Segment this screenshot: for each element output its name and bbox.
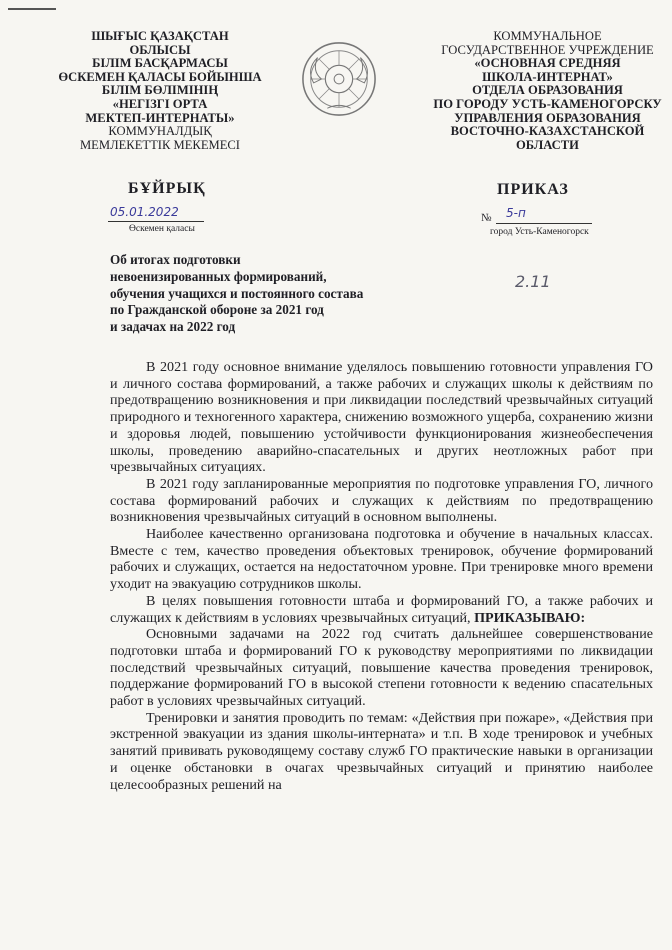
header-ru-line: ПО ГОРОДУ УСТЬ-КАМЕНОГОРСКУ	[433, 96, 662, 111]
order-number-handwritten: 5-п	[506, 206, 526, 220]
header-ru-line: КОММУНАЛЬНОЕ	[493, 29, 602, 43]
header-kz-line: БІЛІМ БАСҚАРМАСЫ	[92, 56, 228, 71]
header-kz-line: МЕМЛЕКЕТТІК МЕКЕМЕСІ	[79, 137, 240, 152]
header-kz-line: МЕКТЕП-ИНТЕРНАТЫ»	[85, 110, 235, 125]
header-ru-line: ОБЛАСТИ	[516, 137, 579, 152]
body-paragraph: Тренировки и занятия проводить по темам: «Действия при пожаре», «Действия при экстренной эвакуации из здания школы-интерната» и т.п. В ходе тренировок и учебных занятий прививать руководящему составу служб ГО практические навыки в организации и оценке обстановки в очагах чрезвычайных ситуаций и принятию наиболее целесообразных решений на	[110, 709, 653, 793]
header-ru-line: «ОСНОВНАЯ СРЕДНЯЯ	[474, 56, 621, 71]
subject-line: невоенизированных формирований,	[110, 268, 327, 284]
city-kz: Өскемен қаласы	[129, 224, 195, 234]
header-kz-line: «НЕГІЗГІ ОРТА	[112, 96, 208, 111]
number-underline	[496, 223, 592, 224]
order-command: ПРИКАЗЫВАЮ:	[474, 609, 586, 626]
body-paragraph-text: В целях повышения готовности штаба и формирований ГО, а также рабочих и служащих к действиям в условиях чрезвычайных ситуаций,	[110, 592, 653, 626]
body-paragraph: В 2021 году запланированные мероприятия по подготовке управления ГО, личного состава формирований рабочих и служащих к действиям по предотвращению возникновения чрезвычайных ситуаций в основном выполнены.	[110, 475, 653, 526]
header-russian	[415, 30, 672, 152]
scan-corner-mark	[8, 8, 56, 10]
order-subject	[110, 252, 363, 336]
header-kazakh	[55, 30, 265, 152]
header-kz-line: КОММУНАЛДЫҚ	[108, 124, 212, 139]
state-emblem-icon	[300, 40, 378, 118]
city-ru: город Усть-Каменогорск	[490, 227, 589, 237]
subject-line: обучения учащихся и постоянного состава	[110, 285, 364, 301]
subject-line: по Гражданской обороне за 2021 год	[110, 302, 324, 318]
body-paragraph: В 2021 году основное внимание уделялось повышению готовности управления ГО и личного состава формирований, а также рабочих и служащих школы к действиям по предотвращению возникновения и при ликвидации последствий чрезвычайных ситуаций природного и техногенного характера, снижению возможного ущерба, сохранению жизни и здоровья людей, повышению устойчивости функционирования жизнеобеспечения школы, проведению аварийно-спасательных и других неотложных работ при чрезвычайных ситуациях.	[110, 359, 653, 476]
header-ru-line: УПРАВЛЕНИЯ ОБРАЗОВАНИЯ	[454, 110, 641, 125]
order-number-label: №	[481, 212, 492, 224]
order-body	[110, 359, 653, 793]
order-title-kz: БҰЙРЫҚ	[128, 180, 206, 197]
body-paragraph: Основными задачами на 2022 год считать дальнейшее совершенствование подготовки штаба и формирований ГО к руководству мероприятиями по ликвидации последствий чрезвычайных ситуаций, повышение качества проведения тренировок, поддержание формирований ГО в высокой степени готовности к ведению спасательных работ в условиях чрезвычайных ситуаций.	[110, 626, 653, 710]
header-kz-line: ӨСКЕМЕН ҚАЛАСЫ БОЙЫНША	[58, 69, 262, 84]
header-kz-line: ОБЛЫСЫ	[129, 42, 191, 57]
body-paragraph: Наиболее качественно организована подготовка и обучение в начальных классах. Вместе с тем, качество проведения объектовых тренировок, обучение формирований рабочих и служащих, остается на недостаточном уровне. При тренировке много времени уходит на эвакуацию сотрудников школы.	[110, 526, 653, 593]
header-ru-line: ШКОЛА-ИНТЕРНАТ»	[482, 69, 613, 84]
header-kz-line: ШЫҒЫС ҚАЗАҚСТАН	[91, 29, 229, 43]
header-ru-line: ГОСУДАРСТВЕННОЕ УЧРЕЖДЕНИЕ	[441, 42, 654, 57]
body-paragraph	[110, 593, 653, 626]
handwritten-note: 2.11	[515, 272, 551, 291]
order-date-handwritten: 05.01.2022	[110, 205, 179, 219]
subject-line: и задачах на 2022 год	[110, 319, 236, 335]
order-title-ru: ПРИКАЗ	[497, 181, 569, 198]
header-ru-line: ОТДЕЛА ОБРАЗОВАНИЯ	[472, 83, 623, 98]
header-ru-line: ВОСТОЧНО-КАЗАХСТАНСКОЙ	[450, 124, 645, 139]
header-kz-line: БІЛІМ БӨЛІМІНІҢ	[101, 83, 219, 98]
subject-line: Об итогах подготовки	[110, 252, 241, 267]
date-underline	[108, 221, 204, 222]
